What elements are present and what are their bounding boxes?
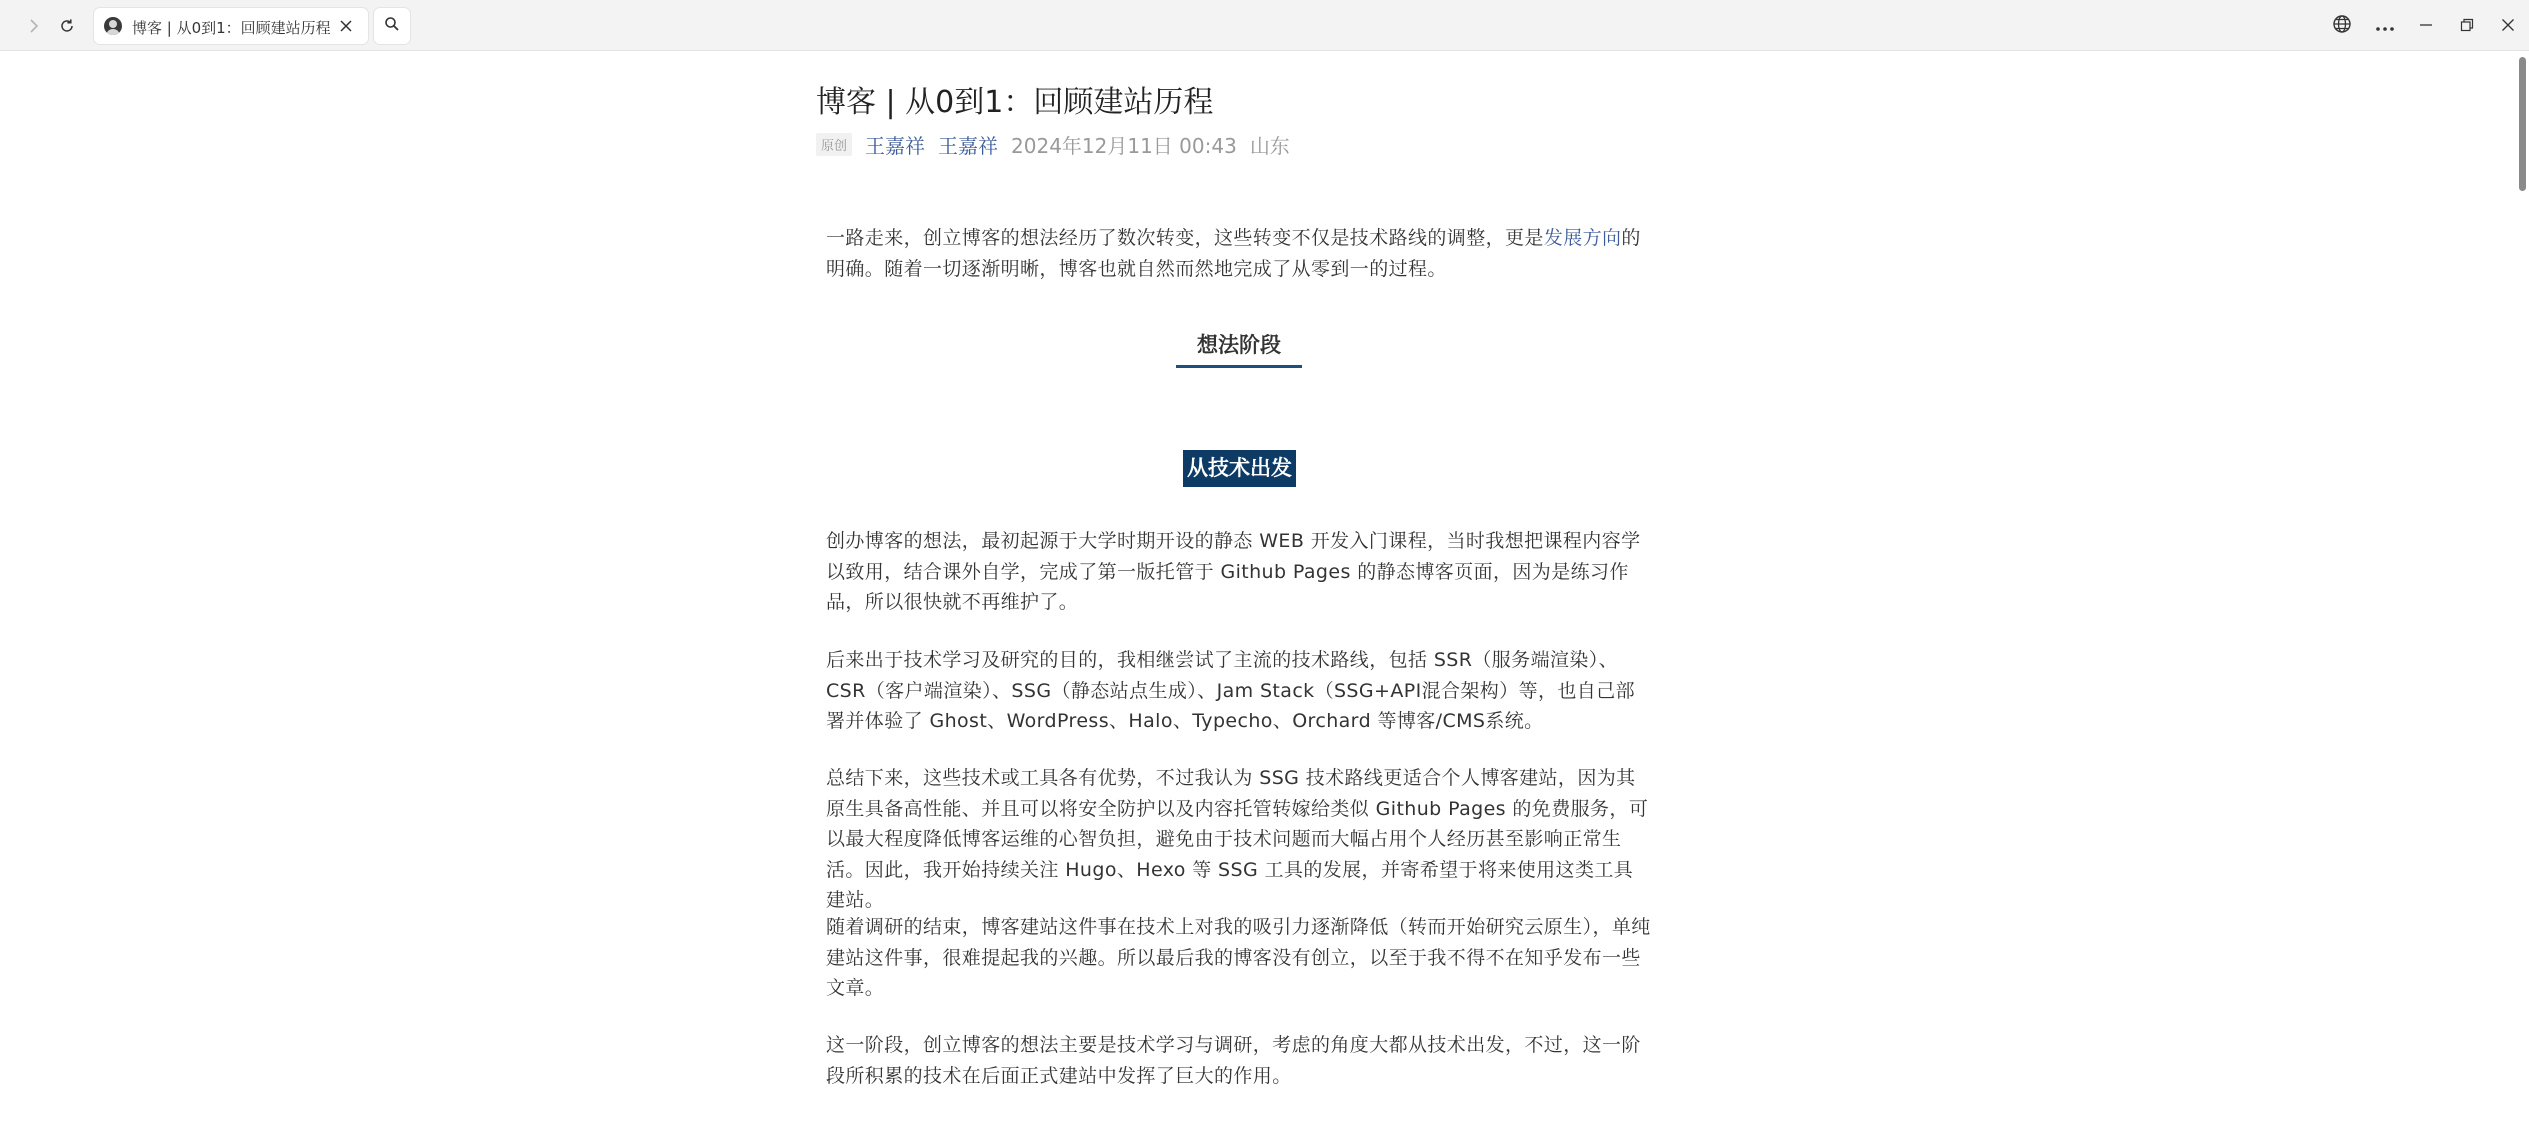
intro-paragraph — [826, 223, 1652, 284]
section-heading: 想法阶段 — [1176, 329, 1302, 368]
body-paragraph-1: 创办博客的想法，最初起源于大学时期开设的静态 WEB 开发入门课程，当时我想把课程内容学以致用，结合课外自学，完成了第一版托管于 Github Pages 的静态博客页面，因为是练习作品，所以很快就不再维护了。 — [826, 530, 1641, 613]
minimize-button[interactable] — [2410, 10, 2442, 42]
intro-text-end: 的明确。随着一切逐渐明晰，博客也就自然而然地完成了从零到一的过程。 — [826, 227, 1641, 280]
more-button[interactable] — [2369, 10, 2401, 42]
sub-heading: 从技术出发 — [1183, 450, 1296, 487]
intro-link[interactable]: 发展方向 — [1543, 227, 1622, 249]
publish-date: 2024年12月11日 00:43 — [1011, 133, 1237, 158]
refresh-button[interactable] — [51, 10, 83, 42]
body-paragraph-5: 这一阶段，创立博客的想法主要是技术学习与调研，考虑的角度大都从技术出发，不过，这一阶段所积累的技术在后面正式建站中发挥了巨大的作用。 — [826, 1034, 1641, 1087]
globe-button[interactable] — [2326, 10, 2358, 42]
body-paragraph-4: 随着调研的结束，博客建站这件事在技术上对我的吸引力逐渐降低（转而开始研究云原生），单纯建站这件事，很难提起我的兴趣。所以最后我的博客没有创立，以至于我不得不在知乎发布一些文章。 — [826, 916, 1651, 999]
forward-arrow-icon — [26, 18, 42, 34]
author-link[interactable]: 王嘉祥 — [865, 133, 926, 158]
tab-search-button[interactable] — [374, 8, 410, 44]
search-icon — [384, 16, 400, 36]
more-icon — [2375, 17, 2395, 36]
intro-text-start: 一路走来，创立博客的想法经历了数次转变，这些转变不仅是技术路线的调整，更是 — [826, 227, 1544, 249]
forward-button[interactable] — [18, 10, 50, 42]
refresh-icon — [58, 17, 76, 35]
restore-button[interactable] — [2451, 10, 2483, 42]
window-close-button[interactable] — [2492, 10, 2524, 42]
article-meta — [816, 130, 1290, 158]
globe-icon — [2332, 14, 2352, 38]
publish-location: 山东 — [1249, 133, 1290, 158]
body-paragraph-3: 总结下来，这些技术或工具各有优势，不过我认为 SSG 技术路线更适合个人博客建站，因为其原生具备高性能、并且可以将安全防护以及内容托管转嫁给类似 Github Pages 的免费服务，可以最大程度降低博客运维的心智负担，避免由于技术问题而大幅占用个人经历甚至影响正常生活。因此，我开始持续关注 Hugo、Hexo 等 SSG 工具的发展，并寄希望于将来使用这类工具建站。 — [826, 767, 1649, 911]
browser-toolbar — [0, 0, 2529, 51]
original-badge: 原创 — [816, 133, 852, 156]
minimize-icon — [2419, 17, 2433, 36]
window-close-icon — [2501, 17, 2515, 36]
avatar-favicon — [104, 17, 122, 35]
restore-icon — [2460, 17, 2474, 36]
browser-tab[interactable] — [94, 8, 368, 44]
tab-title: 博客 | 从0到1：回顾建站历程 — [132, 19, 331, 37]
close-icon[interactable] — [336, 16, 356, 36]
account-link[interactable]: 王嘉祥 — [938, 133, 999, 158]
article-title: 博客 | 从0到1：回顾建站历程 — [816, 85, 1214, 120]
page-scrollbar[interactable] — [2515, 51, 2529, 1140]
article-content — [0, 51, 2515, 1140]
scrollbar-thumb[interactable] — [2519, 57, 2526, 191]
body-paragraph-2: 后来出于技术学习及研究的目的，我相继尝试了主流的技术路线，包括 SSR（服务端渲染）、CSR（客户端渲染）、SSG（静态站点生成）、Jam Stack（SSG+API混合架构）等，也自己部署并体验了 Ghost、WordPress、Halo、Typecho、Orchard 等博客/CMS系统。 — [826, 649, 1635, 732]
